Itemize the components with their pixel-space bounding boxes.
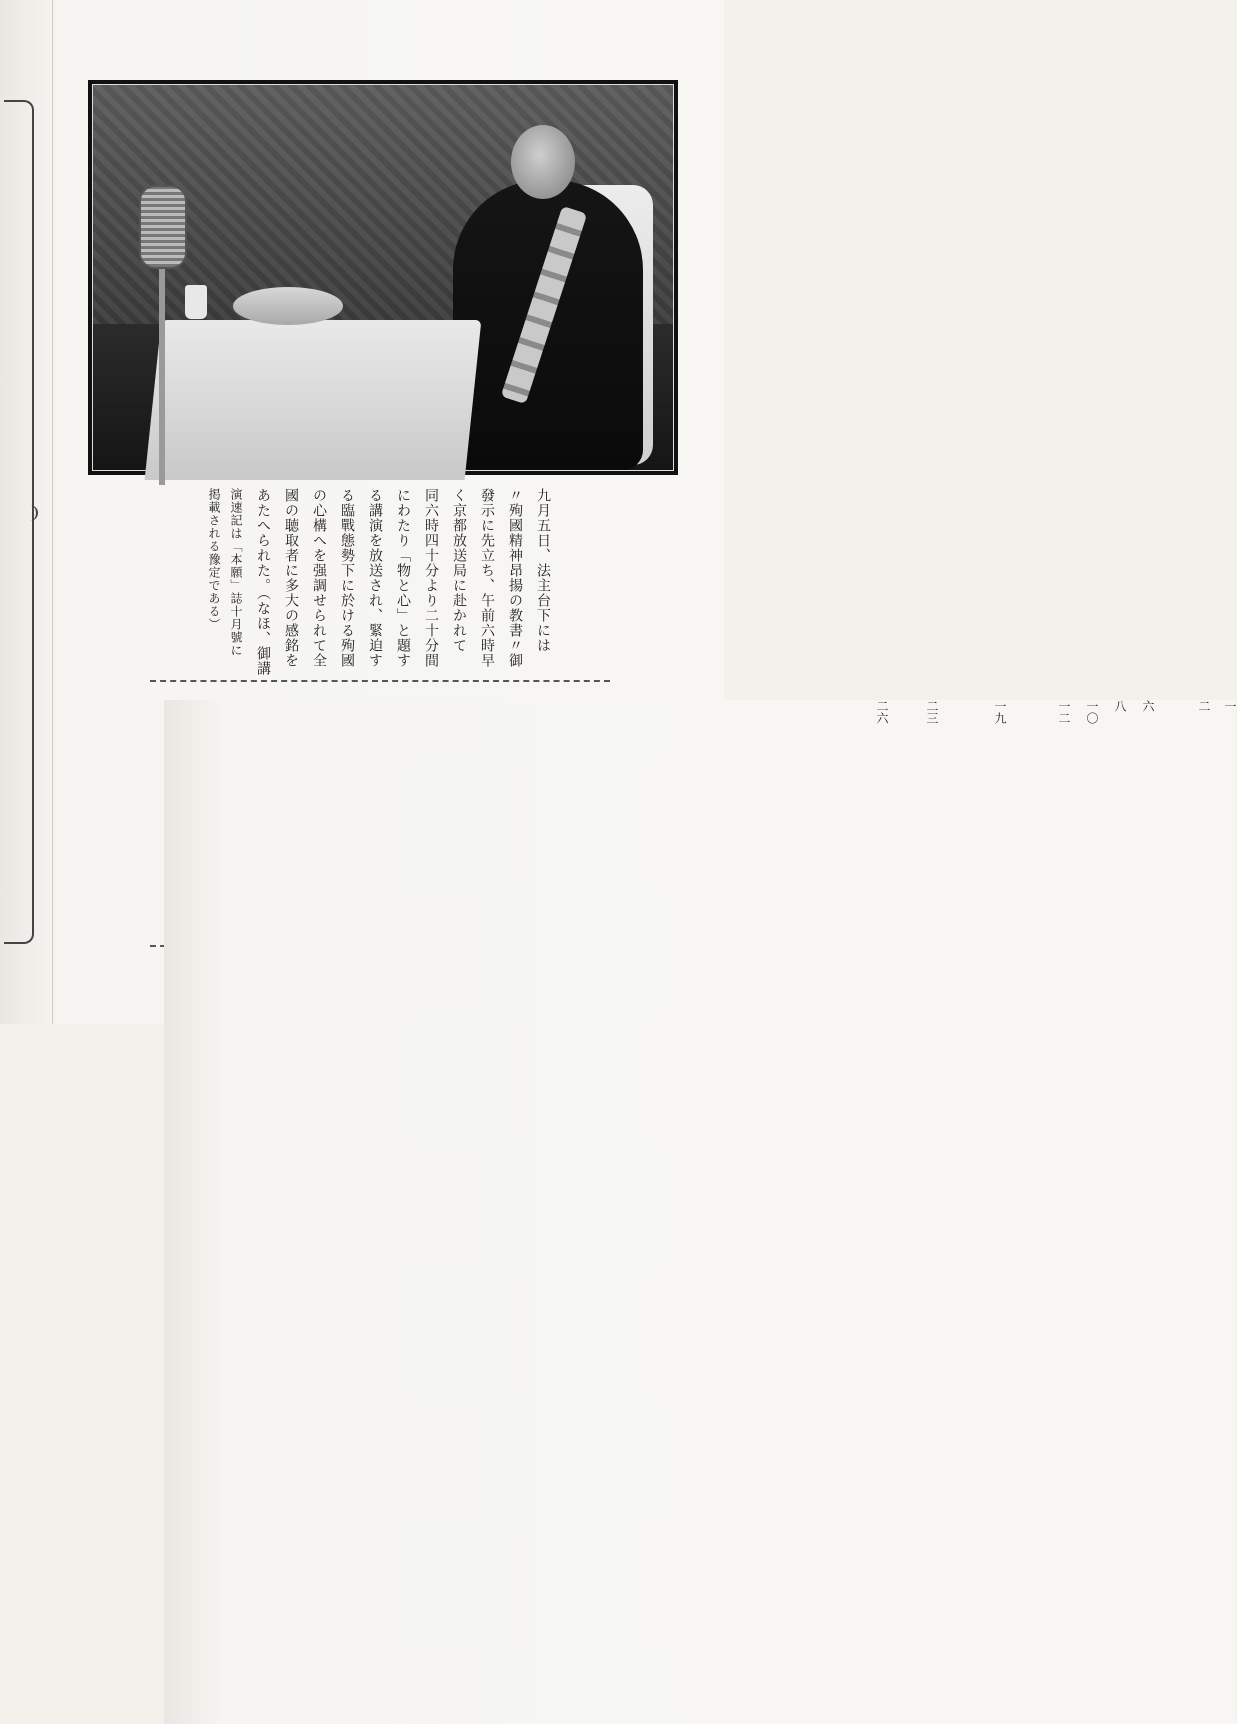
microphone-icon xyxy=(139,185,187,269)
toc-border-top xyxy=(150,680,610,682)
photo-mic-stand xyxy=(159,255,165,485)
caption-line: の心構へを强調せられて全 xyxy=(311,488,327,668)
toc-page-number: 一〇 xyxy=(374,700,1098,1724)
toc-entry[interactable] xyxy=(164,700,889,940)
photo-person-head xyxy=(511,125,575,199)
photo-cup xyxy=(185,285,207,319)
photo xyxy=(92,84,674,471)
caption-line: 演速記は「本願」誌十月號に xyxy=(229,488,243,657)
margin-line xyxy=(52,0,53,1024)
caption-line: く京都放送局に赴かれて xyxy=(451,488,467,653)
toc-page-number: 八 xyxy=(402,700,1126,1724)
caption-line: 發示に先立ち、午前六時早 xyxy=(479,488,495,668)
toc-page-number: 二 xyxy=(486,700,1210,1724)
caption-line: 掲載される豫定である） xyxy=(207,488,221,631)
caption-line: あたへられた。（なほ、御講 xyxy=(255,488,271,676)
toc-page-number: 六 xyxy=(430,700,1154,1724)
photo-table xyxy=(145,320,482,480)
caption-line: 同六時四十分より二十分間 xyxy=(423,488,439,668)
caption-line: 九月五日、法主台下には xyxy=(535,488,551,653)
toc-page-number: 一二 xyxy=(346,700,1070,1724)
photo-frame xyxy=(88,80,678,475)
toc-page-number: 一九 xyxy=(282,700,1006,1724)
photo-caption xyxy=(200,488,560,676)
caption-line: 〃殉國精神昂揚の教書〃御 xyxy=(507,488,523,668)
toc-page-number: 二三 xyxy=(214,700,938,1724)
caption-line: る講演を放送され、緊迫す xyxy=(367,488,383,668)
toc-page-number: 一 xyxy=(512,700,1236,1724)
caption-line: 國の聴取者に多大の感銘を xyxy=(283,488,299,668)
photo-cushion xyxy=(233,287,343,325)
binding-bracket xyxy=(4,100,34,944)
caption-line: にわたり「物と心」と題す xyxy=(395,488,411,668)
toc-page-number: 二六 xyxy=(164,700,888,1724)
caption-line: る臨戰態勢下に於ける殉國 xyxy=(339,488,355,668)
